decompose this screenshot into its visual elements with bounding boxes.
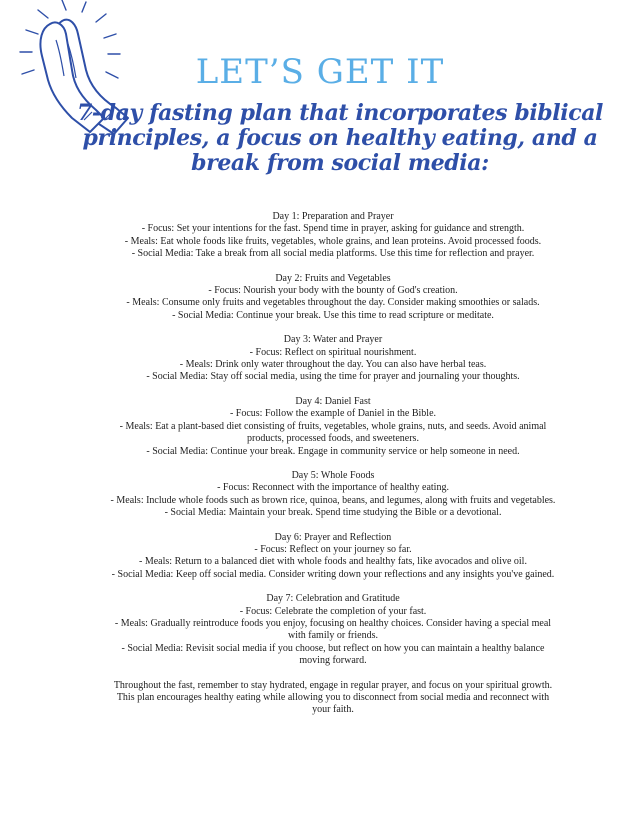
- day-meals: - Meals: Consume only fruits and vegetables throughout the day. Consider making smoothies or salads.: [126, 297, 540, 309]
- day-title: Day 1: Preparation and Prayer: [272, 211, 394, 222]
- page-heading: LET’S GET IT: [195, 52, 445, 92]
- day-social-media: - Social Media: Continue your break. Engage in community service or help someone in need.: [146, 445, 520, 457]
- day-title: Day 7: Celebration and Gratitude: [266, 593, 400, 605]
- day-social-media: - Social Media: Maintain your break. Spend time studying the Bible or a devotional.: [164, 507, 502, 519]
- day-focus: - Focus: Set your intentions for the fast. Spend time in prayer, asking for guidance and strength.: [141, 223, 525, 235]
- day-meals: - Meals: Drink only water throughout the day. You can also have herbal teas.: [179, 359, 487, 371]
- day-focus: - Focus: Nourish your body with the bounty of God's creation.: [208, 285, 458, 297]
- day-meals: - Meals: Return to a balanced diet with whole foods and healthy fats, like avocados and olive oil.: [139, 556, 527, 568]
- day-focus: - Focus: Reflect on your journey so far.: [254, 543, 412, 555]
- day-meals: - Meals: Gradually reintroduce foods you enjoy, focusing on healthy choices. Consider having a special meal with family or friends.: [114, 617, 552, 642]
- day-meals: - Meals: Eat whole foods like fruits, vegetables, whole grains, and lean proteins. Avoid processed foods.: [124, 235, 542, 247]
- day-focus: - Focus: Follow the example of Daniel in the Bible.: [229, 408, 437, 420]
- day-section: [110, 593, 556, 667]
- plan-body: [110, 211, 556, 717]
- day-focus: - Focus: Celebrate the completion of your fast.: [239, 605, 427, 617]
- day-title: Day 5: Whole Foods: [291, 469, 375, 481]
- day-section: [110, 273, 556, 323]
- day-section: [110, 532, 556, 582]
- day-focus: - Focus: Reflect on spiritual nourishment.: [249, 346, 417, 358]
- day-focus: - Focus: Reconnect with the importance of healthy eating.: [217, 482, 449, 494]
- day-social-media: - Social Media: Continue your break. Use this time to read scripture or meditate.: [172, 309, 494, 321]
- day-title: Day 4: Daniel Fast: [295, 395, 371, 407]
- day-meals: - Meals: Eat a plant-based diet consisting of fruits, vegetables, whole grains, nuts, and seeds. Avoid animal products, processed foods, and sweeteners.: [119, 420, 547, 445]
- plan-subtitle: 7-day fasting plan that incorporates biblical principles, a focus on healthy eating, and a break from social media:: [76, 100, 604, 176]
- closing-paragraph: Throughout the fast, remember to stay hydrated, engage in regular prayer, and focus on your spiritual growth. This plan encourages healthy eating while allowing you to disconnect from social media and reconnect with your faith.: [113, 679, 553, 716]
- day-social-media: - Social Media: Stay off social media, using the time for prayer and journaling your thoughts.: [146, 371, 520, 383]
- day-title: Day 6: Prayer and Reflection: [274, 531, 392, 543]
- day-section: [110, 211, 556, 261]
- day-social-media: - Social Media: Take a break from all social media platforms. Use this time for reflection and prayer.: [131, 248, 535, 260]
- day-section: [110, 334, 556, 384]
- day-section: [110, 396, 556, 458]
- day-title: Day 2: Fruits and Vegetables: [275, 272, 391, 284]
- day-title: Day 3: Water and Prayer: [283, 334, 383, 346]
- day-section: [110, 470, 556, 520]
- day-social-media: - Social Media: Keep off social media. Consider writing down your reflections and any insights you've gained.: [111, 568, 555, 580]
- day-social-media: - Social Media: Revisit social media if you choose, but reflect on how you can maintain a healthy balance moving forward.: [121, 642, 545, 667]
- day-meals: - Meals: Include whole foods such as brown rice, quinoa, beans, and legumes, along with fruits and vegetables.: [110, 494, 556, 506]
